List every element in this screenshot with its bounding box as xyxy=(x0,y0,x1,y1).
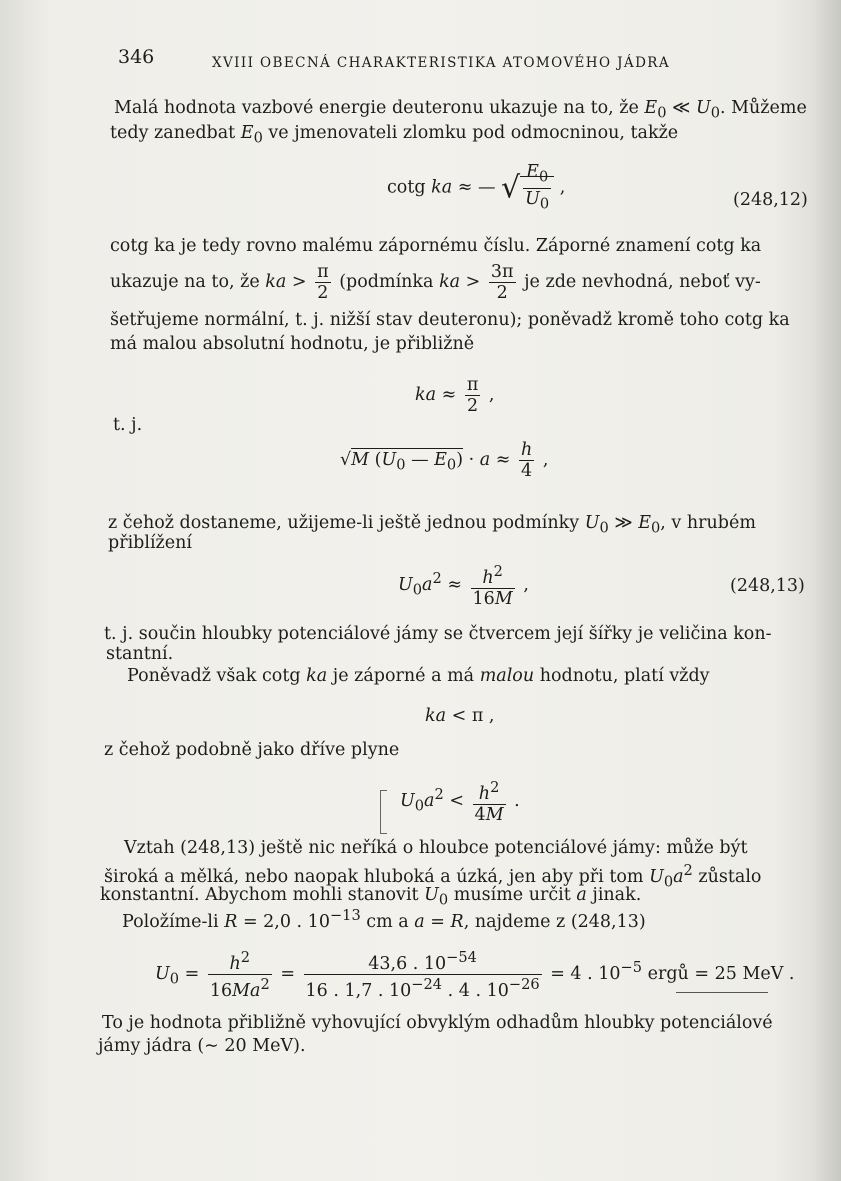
hand-drawn-bracket xyxy=(380,790,387,834)
paragraph-3-line-2: přiblížení xyxy=(108,533,193,553)
equation-u0-numeric: $U_0$ = $\frac{h^2}{16Ma^2}$ = $\frac{43,6 . 10^{-54}}{16 . 1,7 . 10^{-24} . 4 . 10^{-26}}$ = 4 . $10^{-5}$ ergů = 25 MeV . xyxy=(155,949,795,1001)
paragraph-7-line-1: Vztah (248,13) ještě nic neříká o hloubce potenciálové jámy: může být xyxy=(124,838,748,858)
equation-ka-pi-half: ka ≈ $\frac{\pi}{2}$ , xyxy=(415,375,495,416)
tj-label: t. j. xyxy=(113,415,143,435)
paragraph-8-line-1: Položíme-li R = 2,0 . $10^{-13}$ cm a a = R, najdeme z (248,13) xyxy=(122,907,646,932)
equation-u0a2: $U_0a^2$ ≈ $\frac{h^2}{16M}$ , xyxy=(398,563,529,609)
page-number: 346 xyxy=(118,46,155,68)
running-title: XVIII OBECNÁ CHARAKTERISTIKA ATOMOVÉHO JÁDRA xyxy=(212,55,671,71)
equation-ka-less-pi: ka < π , xyxy=(425,706,495,726)
paragraph-5-line-1: Poněvadž však cotg ka je záporné a má malou hodnotu, platí vždy xyxy=(127,666,710,686)
paragraph-2-line-3: šetřujeme normální, t. j. nižší stav deuteronu); poněvadž kromě toho cotg ka xyxy=(110,310,790,330)
equation-cotg-ka: cotg ka ≈ — √ $\frac{E_0}{U_0}$ , xyxy=(387,162,566,212)
paragraph-3-line-1: z čehož dostaneme, užijeme-li ještě jednou podmínky $U_0$ ≫ $E_0$, v hrubém xyxy=(108,513,756,537)
paragraph-7-line-3: konstantní. Abychom mohli stanovit $U_0$ musíme určit a jinak. xyxy=(100,885,642,909)
equation-sqrt-m: √M ($U_0$ — $E_0) \cdot a$ ≈ $\frac{h}{4}$ , xyxy=(340,440,549,481)
equation-number-248-13: (248,13) xyxy=(730,576,805,596)
paragraph-4-line-2: stantní. xyxy=(106,644,174,664)
paragraph-1-line-1: Malá hodnota vazbové energie deuteronu ukazuje na to, že $E_0$ ≪ $U_0$. Můžeme xyxy=(114,98,807,122)
paragraph-9-line-2: jámy jádra (∼ 20 MeV). xyxy=(98,1036,306,1056)
equation-number-248-12: (248,12) xyxy=(733,190,808,210)
paragraph-2-line-4: má malou absolutní hodnotu, je přibližně xyxy=(110,334,475,354)
page-edge-shadow xyxy=(811,0,841,1181)
hand-underline-result xyxy=(676,992,768,993)
equation-u0a2-less: $U_0a^2$ < $\frac{h^2}{4M}$ . xyxy=(400,779,520,825)
paragraph-9-line-1: To je hodnota přibližně vyhovující obvyklým odhadům hloubky potenciálové xyxy=(102,1013,773,1033)
paragraph-2-line-2: ukazuje na to, že ka > $\frac{\pi}{2}$ (podmínka ka > $\frac{3\pi}{2}$ je zde nevhodná, neboť vy- xyxy=(110,262,761,303)
paragraph-1-line-2: tedy zanedbat $E_0$ ve jmenovateli zlomku pod odmocninou, takže xyxy=(110,123,679,147)
paragraph-7-line-2: široká a mělká, nebo naopak hluboká a úzká, jen aby při tom $U_0a^2$ zůstalo xyxy=(104,862,762,891)
paragraph-6-line-1: z čehož podobně jako dříve plyne xyxy=(104,740,400,760)
paragraph-4-line-1: t. j. součin hloubky potenciálové jámy se čtvercem její šířky je veličina kon- xyxy=(104,624,772,644)
paragraph-2-line-1: cotg ka je tedy rovno malému zápornému číslu. Záporné znamení cotg ka xyxy=(110,236,762,256)
